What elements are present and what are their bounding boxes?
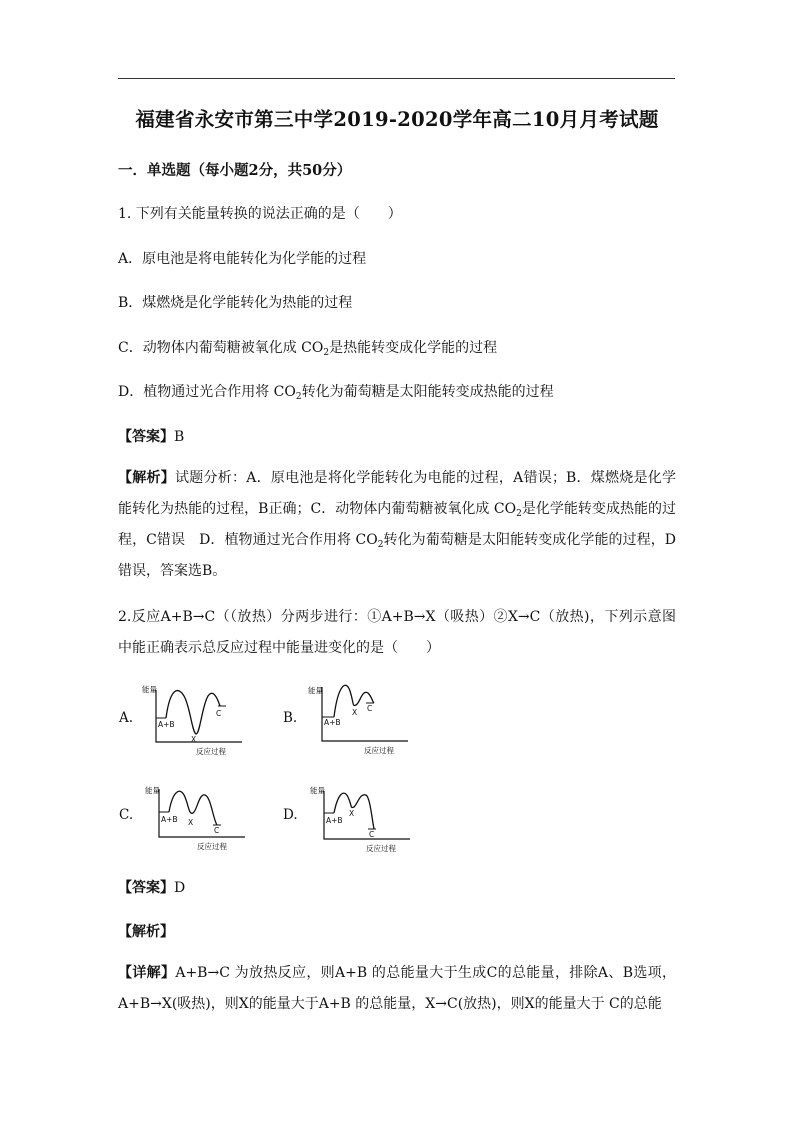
q2-diagram-c: [145, 783, 255, 853]
q1-option-a: A．原电池是将电能转化为化学能的过程: [118, 251, 367, 267]
q2-analysis-heading: 【解析】: [118, 924, 174, 940]
q2-answer: 【答案】D: [118, 880, 186, 896]
product-label: C: [369, 830, 375, 839]
x-axis-label: 反应过程: [197, 842, 227, 851]
y-axis-label: 能量: [145, 786, 160, 795]
y-axis-label: 能量: [310, 786, 325, 795]
reactant-label: A+B: [158, 720, 175, 729]
q2-option-d-label: D.: [283, 807, 298, 823]
q1-option-c: C．动物体内葡萄糖被氧化成 $CO_2$是热能转变成化学能的过程: [118, 340, 498, 358]
intermediate-label: X: [191, 735, 197, 744]
reactant-label: A+B: [326, 816, 343, 825]
q2-diagram-d: [310, 783, 420, 855]
axes: [324, 791, 410, 839]
page-title: 福建省永安市第三中学2019-2020学年高二10月月考试题: [135, 108, 659, 131]
product-label: C: [367, 704, 373, 713]
x-axis-label: 反应过程: [364, 746, 394, 755]
q2-diagram-a: [140, 684, 250, 756]
reactant-label: A+B: [324, 718, 341, 727]
intermediate-label: X: [352, 708, 358, 717]
product-label: C: [216, 709, 222, 718]
q2-option-b-label: B.: [283, 710, 298, 726]
q1-analysis: 【解析】试题分析：A．原电池是将化学能转化为电能的过程，A错误；B．煤燃烧是化学能转化为热能的过程，B正确；C．动物体内葡萄糖被氧化成 $CO_2$是化学能转变成热能的过程，C错误 D．植物通过光合作用将 $CO_2$转化为葡萄糖是太阳能转变成化学能的过程，D错误，答案选B。: [118, 470, 677, 579]
q1-option-d: D．植物通过光合作用将 $CO_2$转化为葡萄糖是太阳能转变成热能的过程: [118, 384, 554, 402]
section-heading: 一．单选题（每小题2分，共50分）: [118, 162, 352, 179]
q1-stem: 1. 下列有关能量转换的说法正确的是（ ）: [118, 206, 402, 222]
reactant-label: A+B: [161, 815, 178, 824]
q2-stem: 2.反应A+B→C（（放热）分两步进行：①A+B→X（吸热）②X→C（放热)，下列示意图中能正确表示总反应过程中能量进变化的是（ ）: [118, 609, 676, 656]
header-rule: [118, 78, 675, 79]
intermediate-label: X: [188, 818, 194, 827]
intermediate-label: X: [349, 809, 355, 818]
q2-diagram-b: [306, 681, 416, 755]
x-axis-label: 反应过程: [366, 844, 396, 853]
q2-detail: 【详解】A+B→C 为放热反应，则A+B 的总能量大于生成C的总能量，排除A、B选项，A+B→X(吸热)，则X的能量大于A+B 的总能量，X→C(放热)，则X的能量大于 C的总能: [118, 965, 676, 1012]
y-axis-label: 能量: [142, 685, 157, 694]
q2-option-c-label: C.: [119, 807, 134, 823]
axes: [156, 690, 242, 742]
y-axis-label: 能量: [308, 686, 323, 695]
q1-answer: 【答案】B: [118, 429, 185, 445]
q2-option-a-label: A.: [119, 710, 134, 726]
x-axis-label: 反应过程: [196, 747, 226, 756]
product-label: C: [214, 826, 220, 835]
q1-option-b: B．煤燃烧是化学能转化为热能的过程: [118, 295, 353, 311]
